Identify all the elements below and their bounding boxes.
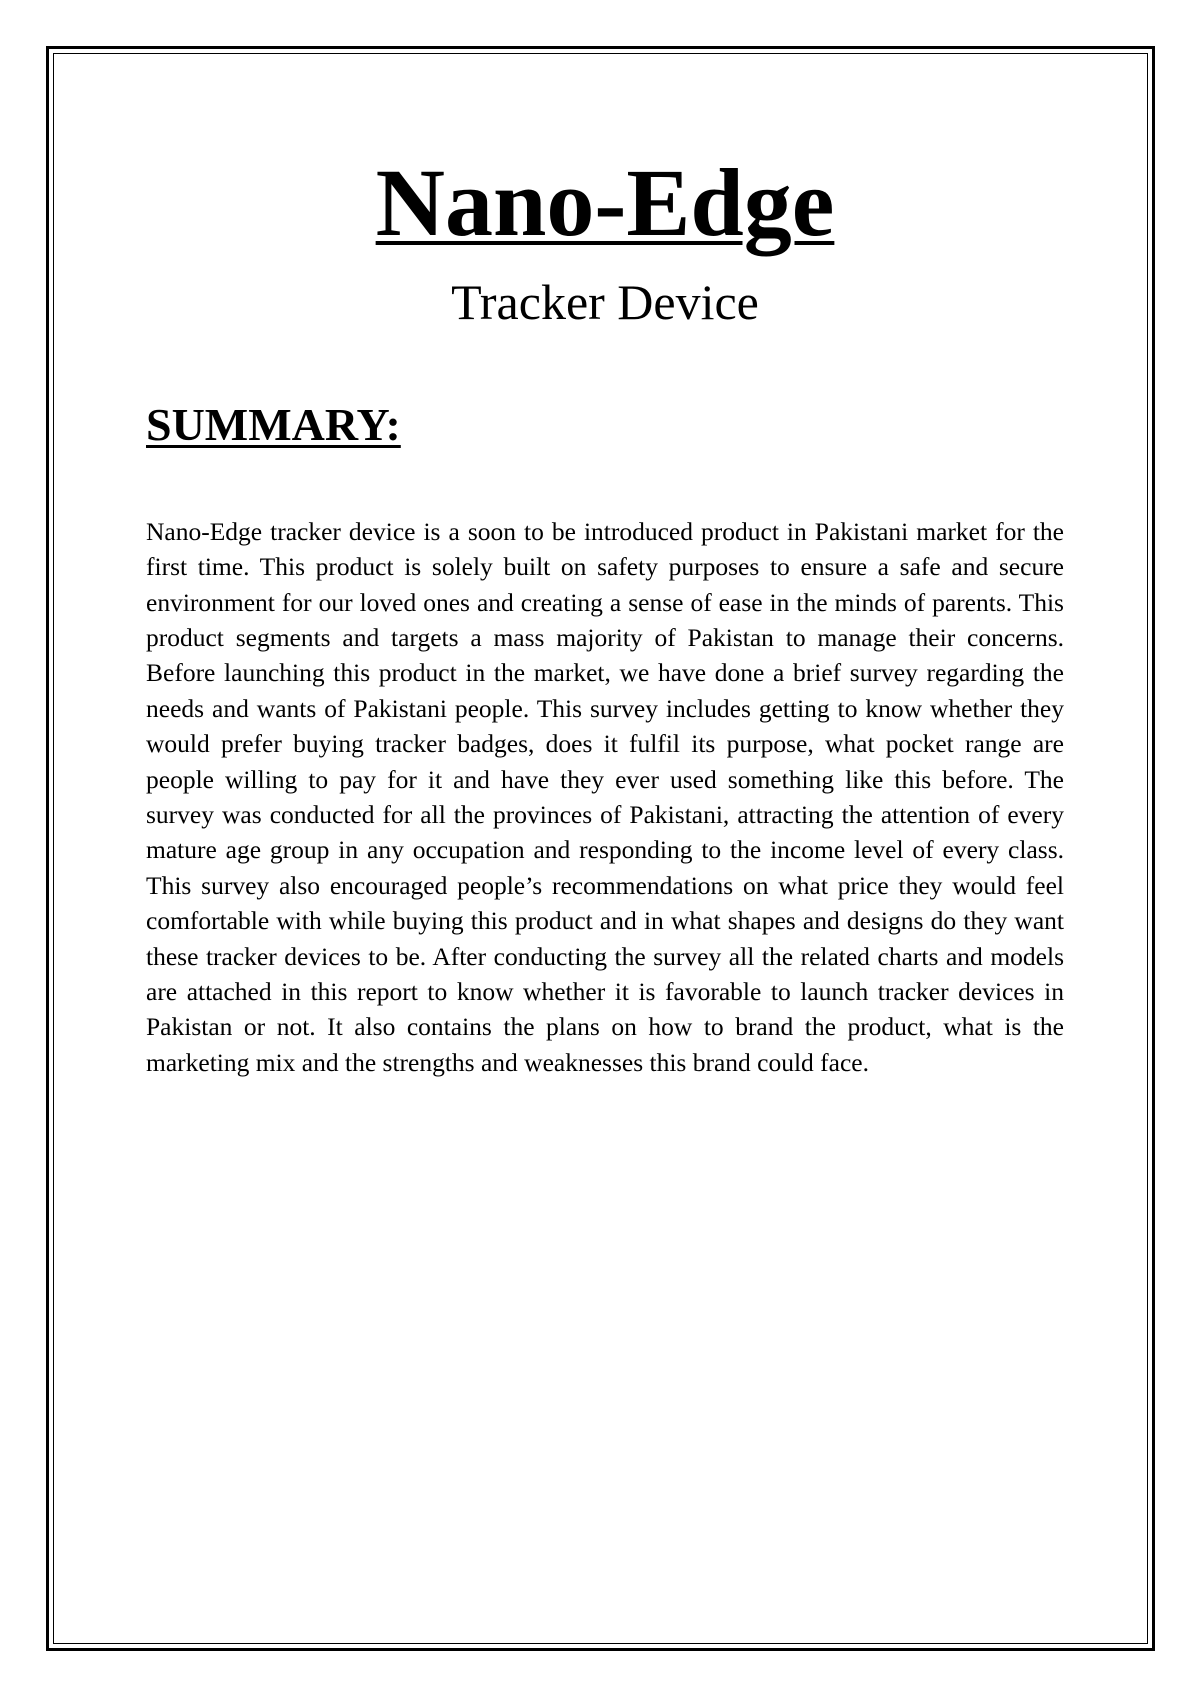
page-content <box>146 150 1064 1080</box>
document-subtitle: Tracker Device <box>451 273 759 330</box>
summary-heading: SUMMARY: <box>146 398 401 450</box>
summary-paragraph: Nano-Edge tracker device is a soon to be introduced product in Pakistani market for the first time. This product is solely built on safety purposes to ensure a safe and secure environment for our loved ones and creating a sense of ease in the minds of parents. This product segments and targets a mass majority of Pakistan to manage their concerns. Before launching this product in the market, we have done a brief survey regarding the needs and wants of Pakistani people. This survey includes getting to know whether they would prefer buying tracker badges, does it fulfil its purpose, what pocket range are people willing to pay for it and have they ever used something like this before. The survey was conducted for all the provinces of Pakistani, attracting the attention of every mature age group in any occupation and responding to the income level of every class. This survey also encouraged people’s recommendations on what price they would feel comfortable with while buying this product and in what shapes and designs do they want these tracker devices to be. After conducting the survey all the related charts and models are attached in this report to know whether it is favorable to launch tracker devices in Pakistan or not. It also contains the plans on how to brand the product, what is the marketing mix and the strengths and weaknesses this brand could face. <box>146 516 1064 1077</box>
document-title: Nano-Edge <box>375 149 835 256</box>
